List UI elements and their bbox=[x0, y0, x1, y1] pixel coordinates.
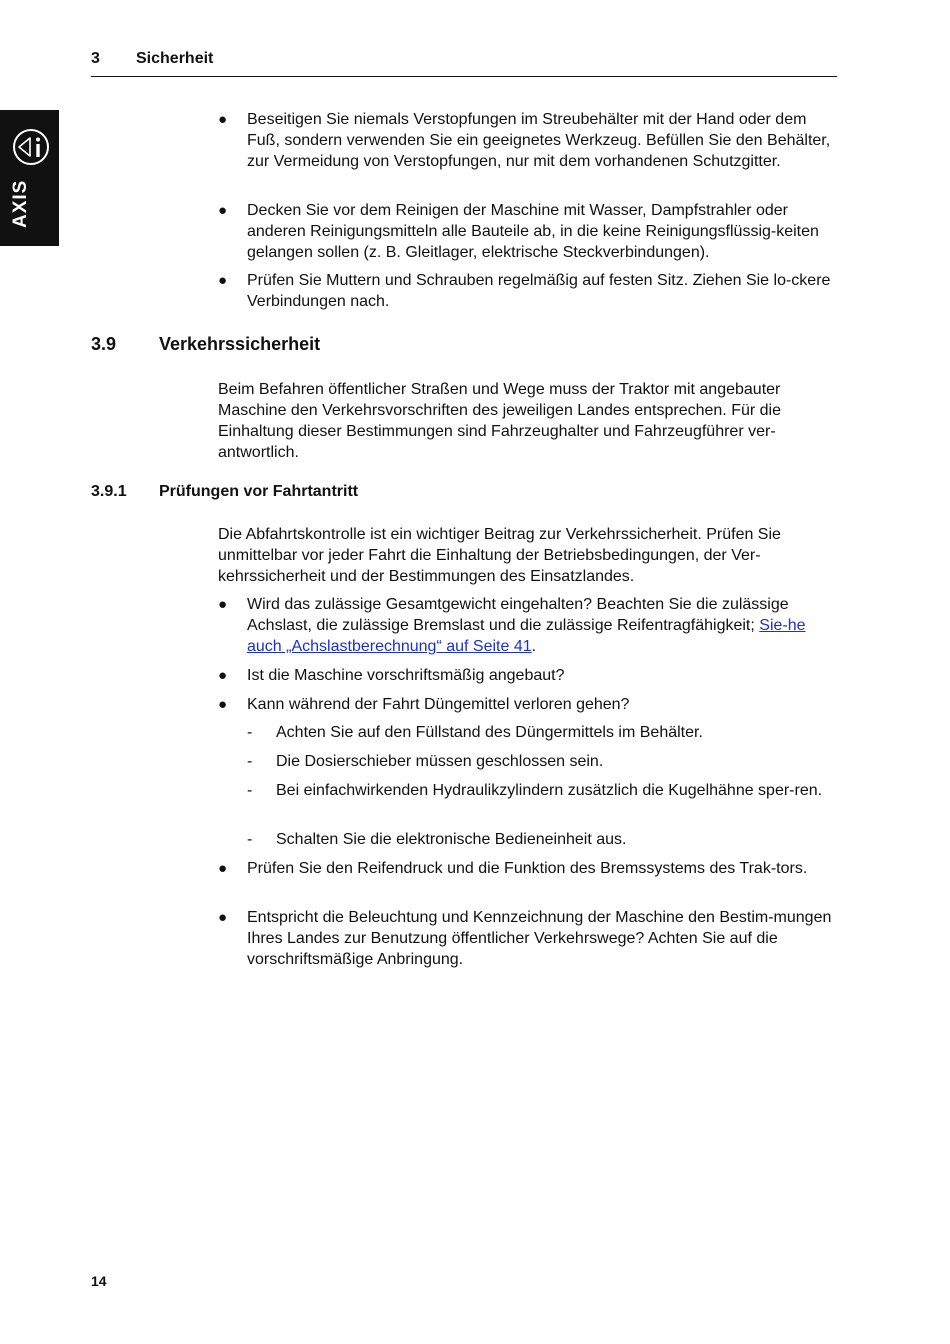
sub-list-item-text: Achten Sie auf den Füllstand des Düngermittels im Behälter. bbox=[276, 724, 703, 741]
list-item-text: Beseitigen Sie niemals Verstopfungen im Streubehälter mit der Hand oder dem Fuß, sondern verwenden Sie ein geeignetes Werkzeug. Befüllen Sie den Behälter, zur Vermeidung von Verstopfungen, nur mit dem vorhandenen Schutzgitter. bbox=[247, 111, 831, 170]
bullet-icon: ● bbox=[218, 596, 228, 613]
dash-icon: - bbox=[247, 753, 253, 770]
list-item-text: Entspricht die Beleuchtung und Kennzeichnung der Maschine den Bestim-mungen Ihres Landes zur Benutzung öffentlicher Verkehrswege? Achten Sie auf die vorschriftsmäßige Anbringung. bbox=[247, 909, 832, 968]
subsection-paragraph: Die Abfahrtskontrolle ist ein wichtiger Beitrag zur Verkehrssicherheit. Prüfen Sie unmittelbar vor jeder Fahrt die Einhaltung der Betriebsbedingungen, der Ver-kehrssicherheit und der Bestimmungen des Einsatzlandes. bbox=[218, 526, 781, 585]
chapter-title: Sicherheit bbox=[136, 50, 214, 67]
dash-icon: - bbox=[247, 724, 253, 741]
sub-list-item-text: Bei einfachwirkenden Hydraulikzylindern zusätzlich die Kugelhähne sper-ren. bbox=[276, 782, 823, 799]
bullet-icon: ● bbox=[218, 696, 228, 713]
bullet-icon: ● bbox=[218, 860, 228, 877]
dash-icon: - bbox=[247, 782, 253, 799]
info-triangle-icon bbox=[12, 128, 50, 166]
sub-list-item-text: Die Dosierschieber müssen geschlossen sein. bbox=[276, 753, 604, 770]
subsection-number: 3.9.1 bbox=[91, 483, 127, 500]
page-header bbox=[91, 50, 837, 77]
bullet-icon: ● bbox=[218, 111, 228, 128]
subsection-title: Prüfungen vor Fahrtantritt bbox=[159, 483, 359, 500]
list-item-text bbox=[247, 594, 838, 657]
section-number: 3.9 bbox=[91, 334, 117, 354]
side-tab bbox=[0, 110, 59, 246]
list-item-text-end: . bbox=[531, 638, 537, 655]
chapter-number: 3 bbox=[91, 50, 100, 67]
section-title: Verkehrssicherheit bbox=[159, 334, 321, 354]
sub-list-item-text: Schalten Sie die elektronische Bedieneinheit aus. bbox=[276, 831, 627, 848]
bullet-icon: ● bbox=[218, 272, 228, 289]
bullet-icon: ● bbox=[218, 909, 228, 926]
bullet-icon: ● bbox=[218, 667, 228, 684]
page-number: 14 bbox=[91, 1273, 107, 1289]
axle-load-link[interactable]: Sie-he auch „Achslastberechnung“ auf Seite 41 bbox=[247, 617, 806, 655]
section-paragraph: Beim Befahren öffentlicher Straßen und Wege muss der Traktor mit angebauter Maschine den Verkehrsvorschriften des jeweiligen Landes entsprechen. Für die Einhaltung dieser Bestimmungen sind Fahrzeughalter und Fahrzeugführer ver-antwortlich. bbox=[218, 381, 781, 461]
brand-label: AXIS bbox=[10, 179, 31, 228]
list-item-text: Kann während der Fahrt Düngemittel verloren gehen? bbox=[247, 696, 630, 713]
list-item-text: Ist die Maschine vorschriftsmäßig angebaut? bbox=[247, 667, 565, 684]
list-item-text: Prüfen Sie Muttern und Schrauben regelmäßig auf festen Sitz. Ziehen Sie lo-ckere Verbindungen nach. bbox=[247, 272, 831, 310]
list-item-text: Decken Sie vor dem Reinigen der Maschine mit Wasser, Dampfstrahler oder anderen Reinigungsmitteln alle Bauteile ab, in die keine Reinigungsflüssig-keiten gelangen sollen (z. B. Gleitlager, elektrische Steckverbindungen). bbox=[247, 202, 819, 261]
dash-icon: - bbox=[247, 831, 253, 848]
list-item-text-part: Wird das zulässige Gesamtgewicht eingehalten? Beachten Sie die zulässige Achslast, die zulässige Bremslast und die zulässige Reifentragfähigkeit; bbox=[247, 596, 789, 634]
list-item-text: Prüfen Sie den Reifendruck und die Funktion des Bremssystems des Trak-tors. bbox=[247, 860, 808, 877]
bullet-icon: ● bbox=[218, 202, 228, 219]
